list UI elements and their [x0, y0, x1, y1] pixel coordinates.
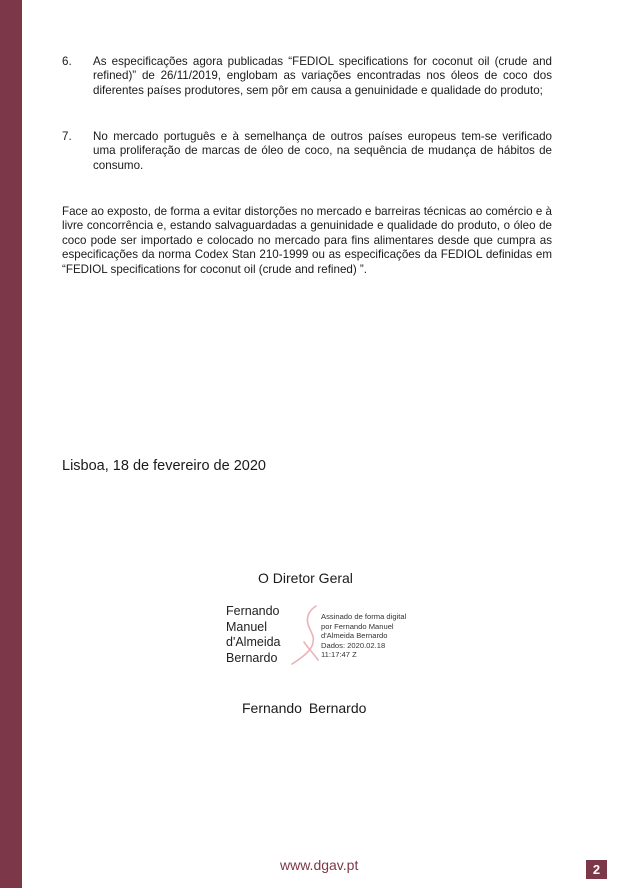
signature-detail-line: por Fernando Manuel: [321, 621, 394, 631]
place-and-date: Lisboa, 18 de fevereiro de 2020: [62, 458, 266, 474]
signature-detail-line: Dados: 2020.02.18: [321, 640, 386, 650]
side-accent-bar: [0, 0, 22, 888]
signer-name: Fernando Bernardo: [242, 700, 367, 716]
digital-signature-details: [321, 612, 406, 660]
paragraph-number: 7.: [62, 130, 72, 143]
signature-stroke-mark: [286, 602, 322, 668]
signature-name-line: Manuel: [226, 619, 267, 634]
signature-name-line: Bernardo: [226, 650, 278, 665]
paragraph-number: 6.: [62, 55, 72, 68]
digital-signature-name: [226, 604, 281, 666]
paragraph-text: As especificações agora publicadas “FEDIOL specifications for coconut oil (crude and refined)” de 26/11/2019, englobam as variações encontradas nos óleos de coco dos diferentes países produtores, sem pôr em causa a genuinidade e qualidade do produto;: [93, 55, 552, 97]
numbered-paragraph-6: [62, 55, 552, 98]
signature-detail-line: d'Almeida Bernardo: [321, 631, 388, 641]
paragraph-text: No mercado português e à semelhança de outros países europeus tem-se verificado uma proliferação de marcas de óleo de coco, na sequência de mudança de hábitos de consumo.: [93, 130, 552, 172]
signature-name-line: d'Almeida: [226, 635, 281, 649]
conclusion-paragraph: Face ao exposto, de forma a evitar distorções no mercado e barreiras técnicas ao comércio e à livre concorrência e, estando salvaguardadas a genuinidade e qualidade do produto, o óleo de coco pode ser importado e colocado no mercado para fins alimentares desde que cumpra as especificações da norma Codex Stan 210-1999 ou as especificações da FEDIOL definidas em “FEDIOL specifications for coconut oil (crude and refined) ”.: [62, 205, 552, 276]
signer-title: O Diretor Geral: [258, 570, 353, 586]
page-number-badge: 2: [586, 860, 607, 879]
numbered-paragraph-7: [62, 130, 552, 173]
signature-detail-line: Assinado de forma digital: [321, 612, 407, 621]
signature-detail-line: 11:17:47 Z: [321, 650, 357, 660]
footer-website-link[interactable]: www.dgav.pt: [280, 857, 359, 873]
signature-name-line: Fernando: [226, 604, 280, 618]
